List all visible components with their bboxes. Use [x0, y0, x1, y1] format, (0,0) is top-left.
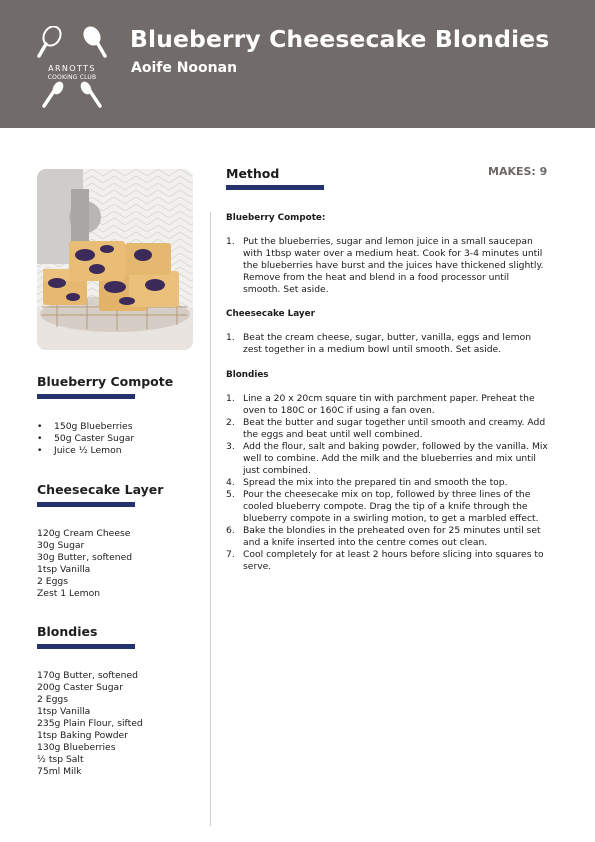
- method-step: [226, 417, 548, 441]
- step-number: 1.: [226, 332, 235, 343]
- method-step: [226, 477, 548, 489]
- step-number: 5.: [226, 489, 235, 500]
- blondies-steps: [226, 393, 548, 573]
- list-item: 1tsp Vanilla: [37, 564, 91, 575]
- step-number: 7.: [226, 549, 235, 560]
- method-step: [226, 441, 548, 477]
- blondies-ingredients-list: [37, 670, 143, 778]
- list-item: 170g Butter, softened: [37, 670, 138, 681]
- step-number: 1.: [226, 393, 235, 404]
- compote-steps: [226, 236, 548, 296]
- method-compote-heading: Blueberry Compote:: [226, 213, 326, 223]
- list-item: 30g Sugar: [37, 540, 85, 551]
- list-item: • Juice ½ Lemon: [37, 445, 134, 457]
- step-number: 3.: [226, 441, 235, 452]
- method-cheesecake-heading: Cheesecake Layer: [226, 309, 315, 319]
- method-step: [226, 489, 548, 525]
- list-item: 130g Blueberries: [37, 742, 116, 753]
- method-step: [226, 525, 548, 549]
- cheesecake-ingredients-list: [37, 528, 132, 600]
- step-text: Beat the butter and sugar together until smooth and creamy. Add the eggs and beat until well combined.: [243, 417, 546, 440]
- blondie-squares-photo: [37, 169, 193, 350]
- step-number: 1.: [226, 236, 235, 247]
- method-step: [226, 236, 548, 296]
- list-item: 200g Caster Sugar: [37, 682, 123, 693]
- step-text: Spread the mix into the prepared tin and smooth the top.: [243, 477, 508, 488]
- list-item: 75ml Milk: [37, 766, 82, 777]
- step-text: Cool completely for at least 2 hours before slicing into squares to serve.: [243, 549, 544, 572]
- compote-title-rule: [37, 394, 135, 399]
- list-item: ½ tsp Salt: [37, 754, 84, 765]
- cheesecake-title-rule: [37, 502, 135, 507]
- method-step: [226, 549, 548, 573]
- list-item: 2 Eggs: [37, 694, 69, 705]
- step-text: Bake the blondies in the preheated oven for 25 minutes until set and a knife inserted into the centre comes out clean.: [243, 525, 541, 548]
- step-number: 6.: [226, 525, 235, 536]
- club-logo: [30, 26, 114, 112]
- makes-count: MAKES: 9: [488, 165, 548, 178]
- list-item: 1tsp Baking Powder: [37, 730, 128, 741]
- method-title-rule: [226, 185, 324, 190]
- step-number: 4.: [226, 477, 235, 488]
- step-text: Beat the cream cheese, sugar, butter, vanilla, eggs and lemon zest together in a medium bowl until smooth. Set aside.: [243, 332, 532, 355]
- list-item: 2 Eggs: [37, 576, 69, 587]
- step-number: 2.: [226, 417, 235, 428]
- step-text: Put the blueberries, sugar and lemon juice in a small saucepan with 1tbsp water over a medium heat. Cook for 3-4 minutes until the blueberries have burst and the juices have thickened slightly. Remove from the heat and blend in a food processor until smooth. Set aside.: [243, 236, 544, 295]
- list-item: Zest 1 Lemon: [37, 588, 101, 599]
- cheesecake-ingredients-title: Cheesecake Layer: [37, 482, 164, 497]
- header-banner: [0, 0, 595, 128]
- list-item: • 50g Caster Sugar: [37, 433, 134, 445]
- blondies-ingredients-title: Blondies: [37, 624, 98, 639]
- method-title: Method: [226, 166, 280, 181]
- logo-brand-text: ARNOTTS: [48, 64, 96, 73]
- list-item: 120g Cream Cheese: [37, 528, 131, 539]
- blondies-title-rule: [37, 644, 135, 649]
- list-item: 235g Plain Flour, sifted: [37, 718, 143, 729]
- recipe-author: Aoife Noonan: [131, 60, 238, 76]
- list-item: 1tsp Vanilla: [37, 706, 91, 717]
- column-divider: [210, 212, 211, 826]
- recipe-title: Blueberry Cheesecake Blondies: [130, 25, 550, 53]
- compote-ingredients-title: Blueberry Compote: [37, 374, 174, 389]
- method-step: [226, 332, 548, 356]
- cheesecake-steps: [226, 332, 548, 356]
- step-text: Line a 20 x 20cm square tin with parchment paper. Preheat the oven to 180C or 160C if using a fan oven.: [243, 393, 535, 416]
- list-item: • 150g Blueberries: [37, 421, 134, 433]
- method-blondies-heading: Blondies: [226, 370, 269, 380]
- step-text: Pour the cheesecake mix on top, followed by three lines of the cooled blueberry compote. Drag the tip of a knife through the blueberry compote in a swirling motion, to get a marbled effect.: [243, 489, 539, 524]
- step-text: Add the flour, salt and baking powder, followed by the vanilla. Mix well to combine. Add the milk and the blueberries and mix until just combined.: [243, 441, 548, 476]
- compote-ingredients-list: [37, 421, 134, 457]
- list-item: 30g Butter, softened: [37, 552, 133, 563]
- logo-club-text: COOKING CLUB: [47, 74, 97, 81]
- recipe-photo: [37, 169, 193, 350]
- method-step: [226, 393, 548, 417]
